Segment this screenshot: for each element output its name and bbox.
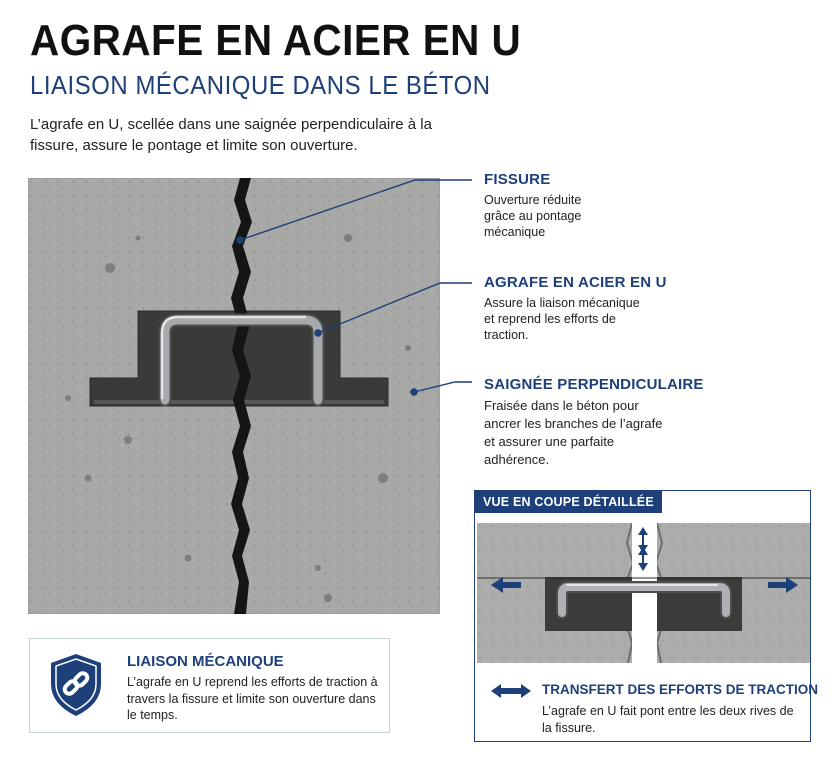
callout-staple (484, 274, 814, 343)
callout-groove-title: SAIGNÉE PERPENDICULAIRE (484, 376, 704, 393)
callout-fissure-text: Ouverture réduite grâce au pontage mécanique (484, 193, 582, 239)
section-view-text: L’agrafe en U fait pont entre les deux rives de la fissure. (542, 704, 794, 735)
callout-staple-text: Assure la liaison mécanique et reprend les efforts de traction. (484, 296, 640, 342)
callout-fissure-title: FISSURE (484, 171, 551, 188)
double-arrow-icon (491, 684, 531, 698)
shield-link-icon (48, 652, 104, 718)
page-subtitle: LIAISON MÉCANIQUE DANS LE BÉTON (30, 70, 491, 100)
section-view-title: TRANSFERT DES EFFORTS DE TRACTION (542, 682, 818, 697)
section-view-illustration (477, 523, 810, 663)
intro-text: L’agrafe en U, scellée dans une saignée perpendiculaire à la fissure, assure le pontage et limite son ouverture. (30, 116, 432, 154)
benefit-title: LIAISON MÉCANIQUE (127, 653, 284, 670)
callout-staple-title: AGRAFE EN ACIER EN U (484, 274, 667, 291)
section-view-box (474, 490, 818, 742)
page-title: AGRAFE EN ACIER EN U (30, 16, 522, 65)
callout-fissure (484, 171, 814, 240)
benefit-text: L’agrafe en U reprend les efforts de traction à travers la fissure et limite son ouverture dans le temps. (127, 675, 378, 722)
callout-groove-text: Fraisée dans le béton pour ancrer les branches de l’agrafe et assurer une parfaite adhérence. (484, 398, 663, 467)
section-view-tab: VUE EN COUPE DÉTAILLÉE (475, 491, 662, 513)
concrete-block-illustration (28, 178, 440, 614)
benefit-box (29, 638, 390, 733)
callout-groove (484, 376, 814, 469)
